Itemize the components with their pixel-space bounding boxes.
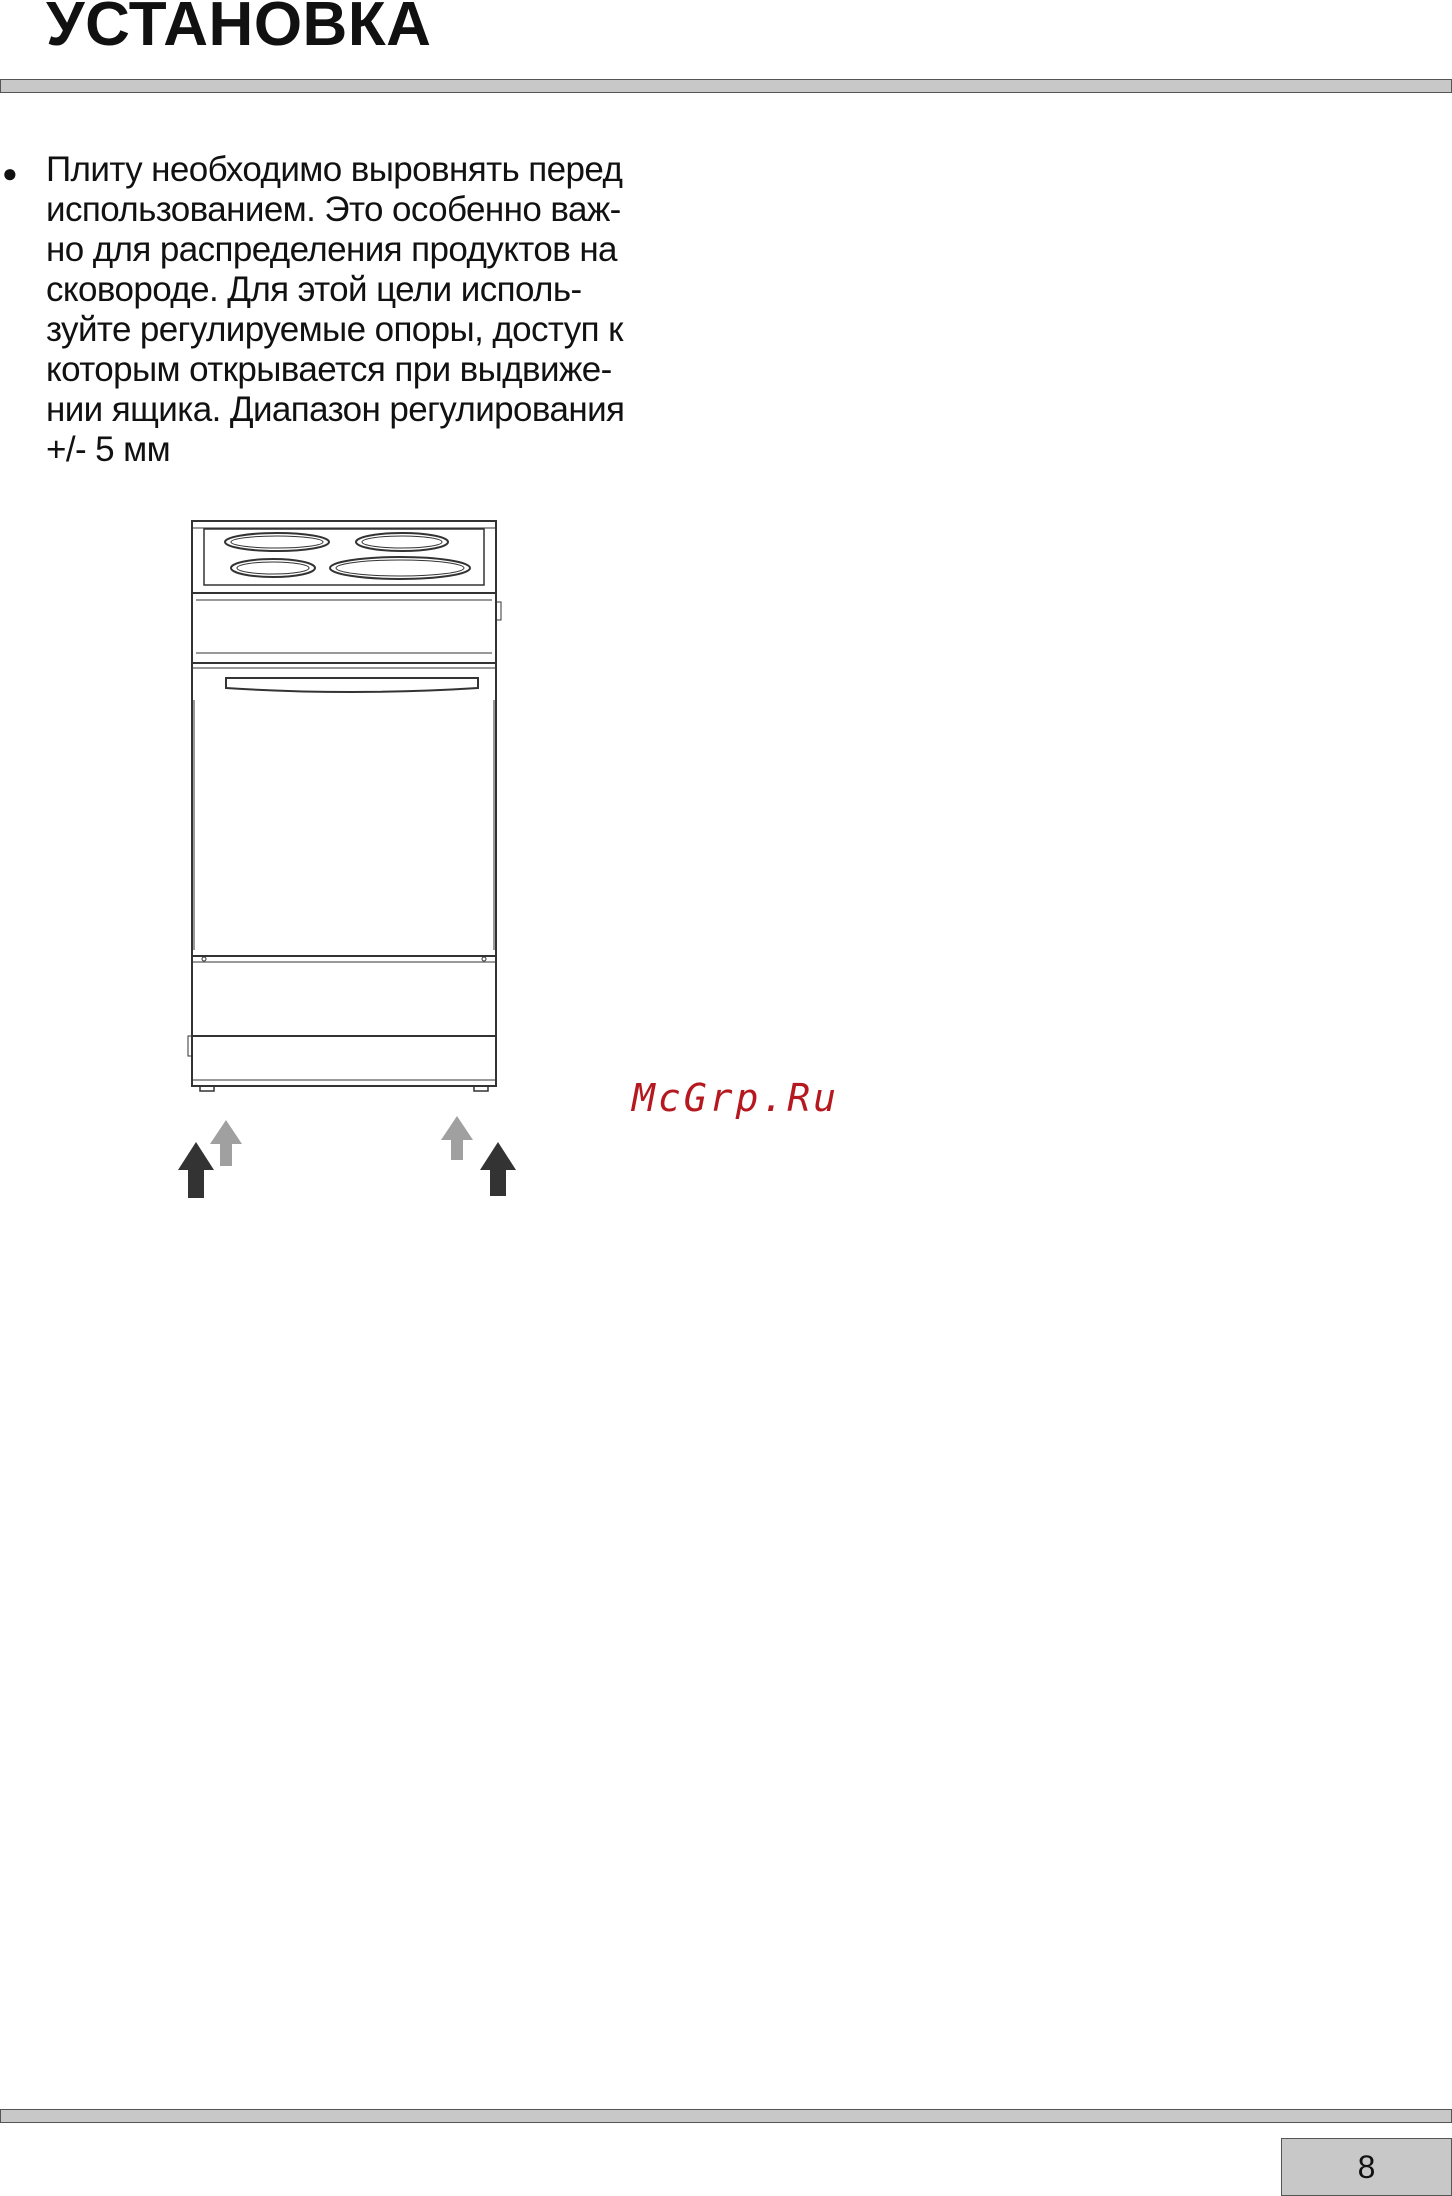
- text-line: но для распределения продуктов на: [46, 230, 617, 269]
- stove-figure: [160, 510, 560, 1210]
- watermark: McGrp.Ru: [632, 1076, 840, 1120]
- text-line: +/- 5 мм: [46, 430, 171, 469]
- arrow-up-icon: [441, 1116, 473, 1160]
- page-number-label: 8: [1357, 2148, 1376, 2185]
- arrow-up-icon: [480, 1142, 516, 1196]
- text-line: сковороде. Для этой цели исполь-: [46, 270, 582, 309]
- footer-rule: [0, 2109, 1452, 2123]
- leveling-arrows: [170, 1110, 530, 1210]
- text-line: использованием. Это особенно важ-: [46, 190, 621, 229]
- arrow-up-icon: [210, 1120, 242, 1166]
- text-line: зуйте регулируемые опоры, доступ к: [46, 310, 623, 349]
- page-title: УСТАНОВКА: [46, 0, 432, 59]
- bullet-icon: ●: [2, 158, 18, 188]
- text-line: Плиту необходимо выровнять перед: [46, 150, 623, 189]
- stove-illustration: [160, 510, 560, 1210]
- header-rule: [0, 79, 1452, 93]
- arrow-up-icon: [178, 1142, 214, 1198]
- text-line: нии ящика. Диапазон регулирования: [46, 390, 625, 429]
- text-line: которым открывается при выдвиже-: [46, 350, 612, 389]
- instruction-text: [46, 150, 686, 470]
- page-number: [1281, 2138, 1452, 2196]
